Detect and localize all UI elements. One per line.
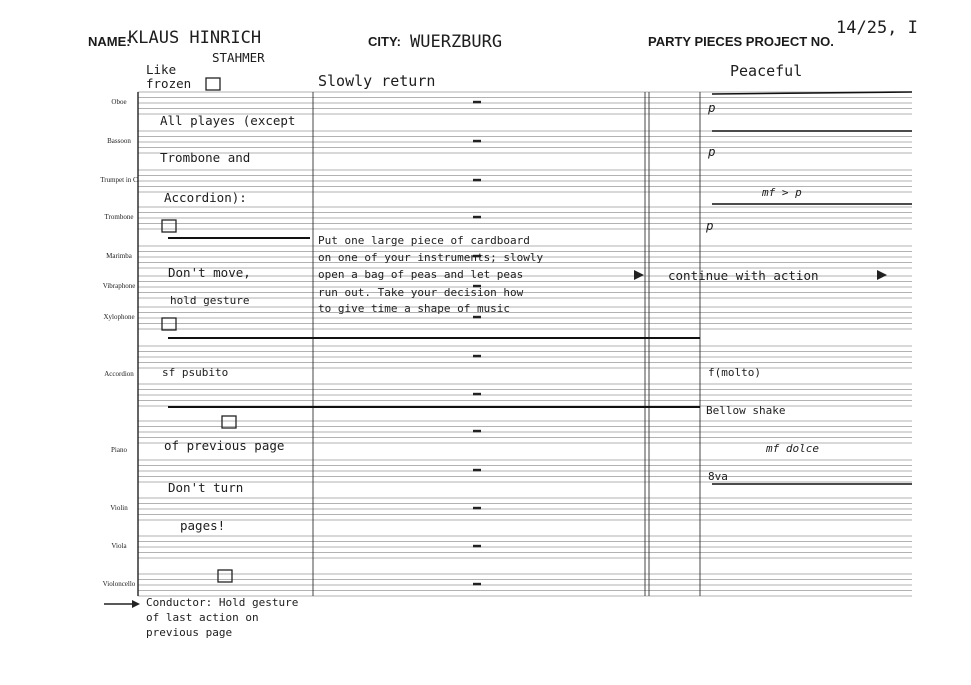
fermata-icon bbox=[162, 220, 176, 232]
note-pages: pages! bbox=[180, 518, 226, 533]
conductor-note-line-3: previous page bbox=[146, 626, 233, 639]
instruction-line-4: run out. Take your decision how bbox=[318, 286, 524, 299]
heading-peaceful: Peaceful bbox=[730, 62, 803, 80]
instrument-violin: Violin bbox=[110, 504, 128, 512]
note-of-previous-page: of previous page bbox=[164, 438, 285, 453]
arrow-icon bbox=[877, 270, 887, 280]
conductor-note-line-1: Conductor: Hold gesture bbox=[146, 596, 299, 609]
dynamic-accordion: f(molto) bbox=[708, 366, 761, 379]
dynamic-piano: mf dolce bbox=[766, 442, 819, 455]
name-label: NAME: bbox=[88, 34, 131, 49]
whole-rest bbox=[473, 316, 481, 319]
whole-rest bbox=[473, 355, 481, 358]
instrument-xylophone: Xylophone bbox=[103, 313, 135, 321]
held-note-line bbox=[712, 92, 912, 94]
instrument-violoncello: Violoncello bbox=[102, 580, 136, 588]
instruction-line-3: open a bag of peas and let peas bbox=[318, 268, 524, 281]
note-dont-move: Don't move, bbox=[168, 265, 251, 280]
project-label: PARTY PIECES PROJECT NO. bbox=[648, 34, 834, 49]
arrow-icon bbox=[132, 600, 140, 608]
dynamic-oboe: p bbox=[708, 100, 716, 115]
city-value: WUERZBURG bbox=[410, 32, 503, 52]
whole-rest bbox=[473, 179, 481, 182]
fermata-icon bbox=[162, 318, 176, 330]
fermata-icon bbox=[218, 570, 232, 582]
instrument-oboe: Oboe bbox=[111, 98, 127, 106]
instrument-piano: Piano bbox=[111, 446, 127, 454]
heading-slowly-return: Slowly return bbox=[318, 72, 436, 90]
whole-rest bbox=[473, 101, 481, 104]
instrument-trumpet: Trumpet in C bbox=[100, 176, 138, 184]
whole-rest bbox=[473, 140, 481, 143]
note-bellow-shake: Bellow shake bbox=[706, 404, 786, 417]
instruction-line-2: on one of your instruments; slowly bbox=[318, 251, 544, 264]
note-continue-with-action: continue with action bbox=[668, 268, 819, 283]
note-accordion: Accordion): bbox=[164, 190, 247, 205]
composer-surname: STAHMER bbox=[212, 50, 265, 65]
whole-rest bbox=[473, 583, 481, 586]
note-trombone-and: Trombone and bbox=[160, 150, 251, 165]
whole-rest bbox=[473, 430, 481, 433]
composer-name: KLAUS HINRICH bbox=[128, 28, 262, 48]
conductor-note-line-2: of last action on bbox=[146, 611, 259, 624]
whole-rest bbox=[473, 216, 481, 219]
note-hold-gesture: hold gesture bbox=[170, 294, 250, 307]
instruction-line-1: Put one large piece of cardboard bbox=[318, 234, 530, 247]
instrument-trombone: Trombone bbox=[104, 213, 134, 221]
dynamic-trumpet: mf > p bbox=[762, 186, 802, 199]
heading-like: Like bbox=[146, 62, 177, 77]
instrument-viola: Viola bbox=[111, 542, 127, 550]
ottava-mark: 8va bbox=[708, 470, 728, 483]
whole-rest bbox=[473, 507, 481, 510]
arrow-icon bbox=[634, 270, 644, 280]
note-all-players: All playes (except bbox=[160, 113, 296, 128]
city-label: CITY: bbox=[368, 34, 401, 49]
whole-rest bbox=[473, 545, 481, 548]
dynamic-sfp-subito: sf psubito bbox=[162, 366, 229, 379]
fermata-icon bbox=[206, 78, 220, 90]
dynamic-bassoon: p bbox=[708, 144, 716, 159]
whole-rest bbox=[473, 469, 481, 472]
project-number: 14/25, I bbox=[836, 18, 918, 38]
instrument-accordion: Accordion bbox=[104, 370, 134, 378]
whole-rest bbox=[473, 393, 481, 396]
instrument-vibraphone: Vibraphone bbox=[102, 282, 136, 290]
instrument-bassoon: Bassoon bbox=[107, 137, 131, 145]
instrument-marimba: Marimba bbox=[106, 252, 132, 260]
heading-frozen: frozen bbox=[146, 76, 192, 91]
dynamic-trombone: p bbox=[706, 218, 714, 233]
note-dont-turn: Don't turn bbox=[168, 480, 244, 495]
instruction-line-5: to give time a shape of music bbox=[318, 302, 511, 315]
